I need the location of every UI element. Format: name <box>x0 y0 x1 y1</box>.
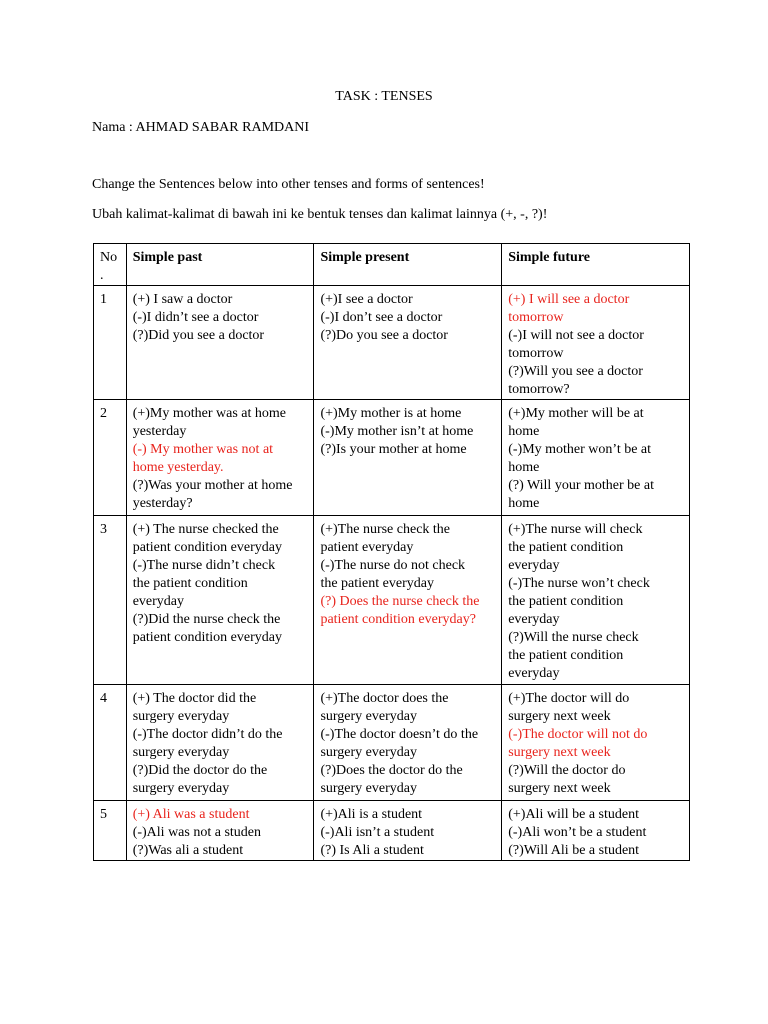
sentence-line: (?)Will you see a doctor <box>508 364 643 379</box>
tenses-table <box>93 243 690 861</box>
sentence-line: (+) I saw a doctor <box>132 292 233 307</box>
row-number: 3 <box>94 516 127 685</box>
sentence-line: (+)I see a doctor <box>320 292 413 307</box>
sentence-line: (+)Ali will be a student <box>508 807 639 822</box>
row-number: 1 <box>94 286 127 400</box>
cell-simple-future <box>502 685 690 801</box>
row-number: 5 <box>94 801 127 861</box>
cell-simple-future <box>502 400 690 516</box>
table-row <box>94 400 690 516</box>
sentence-line: the patient condition <box>508 648 624 663</box>
sentence-line: (?)Will the doctor do <box>508 763 626 778</box>
sentence-line: (?)Will the nurse check <box>508 630 639 645</box>
cell-simple-present <box>314 801 502 861</box>
sentence-line: surgery everyday <box>132 781 230 796</box>
cell-simple-present <box>314 286 502 400</box>
sentence-line: (-)I didn’t see a doctor <box>132 310 259 325</box>
sentence-line: everyday <box>508 612 560 627</box>
row-number: 4 <box>94 685 127 801</box>
cell-simple-future <box>502 286 690 400</box>
sentence-line: (-)Ali won’t be a student <box>508 825 647 840</box>
sentence-line: surgery everyday <box>320 709 417 724</box>
table-row <box>94 685 690 801</box>
sentence-line: (-)Ali was not a studen <box>132 825 261 840</box>
cell-simple-past <box>126 286 314 400</box>
sentence-line: surgery next week <box>508 709 611 724</box>
table-header-row <box>94 244 690 286</box>
sentence-line: everyday <box>508 666 560 681</box>
sentence-line: (?)Did the doctor do the <box>132 763 268 778</box>
sentence-line: the patient everyday <box>320 576 434 591</box>
sentence-line: surgery everyday <box>132 745 230 760</box>
student-name: Nama : AHMAD SABAR RAMDANI <box>92 120 310 135</box>
sentence-line: home yesterday. <box>132 460 224 475</box>
sentence-line: the patient condition <box>508 594 624 609</box>
sentence-line: home <box>508 496 540 511</box>
sentence-line: tomorrow? <box>508 382 570 397</box>
cell-simple-present <box>314 400 502 516</box>
cell-simple-past <box>126 801 314 861</box>
cell-simple-past <box>126 400 314 516</box>
sentence-line: (?)Do you see a doctor <box>320 328 448 343</box>
sentence-line: the patient condition <box>508 540 624 555</box>
sentence-line: (?)Did the nurse check the <box>132 612 281 627</box>
sentence-line: (?)Is your mother at home <box>320 442 467 457</box>
sentence-line: home <box>508 460 540 475</box>
sentence-line: (+)The nurse will check <box>508 522 643 537</box>
instruction-english: Change the Sentences below into other tenses and forms of sentences! <box>92 177 485 192</box>
sentence-line: (?) Is Ali a student <box>320 843 424 858</box>
instruction-indonesian: Ubah kalimat-kalimat di bawah ini ke bentuk tenses dan kalimat lainnya (+, -, ?)! <box>92 207 548 222</box>
cell-simple-past <box>126 516 314 685</box>
sentence-line: (-)I don’t see a doctor <box>320 310 443 325</box>
cell-simple-present <box>314 516 502 685</box>
sentence-line: (-) My mother was not at <box>132 442 274 457</box>
sentence-line: patient condition everyday? <box>320 612 476 627</box>
sentence-line: yesterday? <box>132 496 193 511</box>
sentence-line: (?)Will Ali be a student <box>508 843 640 858</box>
header-simple-present: Simple present <box>314 244 502 286</box>
sentence-line: (+)My mother is at home <box>320 406 462 421</box>
sentence-line: (-)The doctor will not do <box>508 727 648 742</box>
sentence-line: (-)The nurse didn’t check <box>132 558 276 573</box>
sentence-line: (-)I will not see a doctor <box>508 328 644 343</box>
sentence-line: (-)The doctor didn’t do the <box>132 727 283 742</box>
sentence-line: (?)Was your mother at home <box>132 478 293 493</box>
sentence-line: (+)My mother was at home <box>132 406 286 421</box>
sentence-line: (-)The doctor doesn’t do the <box>320 727 479 742</box>
sentence-line: (-)The nurse do not check <box>320 558 466 573</box>
sentence-line: (?)Does the doctor do the <box>320 763 463 778</box>
cell-simple-past <box>126 685 314 801</box>
header-simple-future: Simple future <box>502 244 690 286</box>
sentence-line: (+)The nurse check the <box>320 522 451 537</box>
sentence-line: (+)The doctor does the <box>320 691 449 706</box>
sentence-line: patient condition everyday <box>132 540 282 555</box>
sentence-line: tomorrow <box>508 346 564 361</box>
sentence-line: home <box>508 424 540 439</box>
header-no-dot: . <box>100 268 104 283</box>
sentence-line: the patient condition <box>132 576 248 591</box>
sentence-line: surgery everyday <box>320 781 417 796</box>
sentence-line: yesterday <box>132 424 187 439</box>
header-simple-past: Simple past <box>126 244 314 286</box>
table-row <box>94 801 690 861</box>
sentence-line: (+) The doctor did the <box>132 691 257 706</box>
sentence-line: (+)The doctor will do <box>508 691 630 706</box>
table-row <box>94 516 690 685</box>
header-no-label: No <box>100 250 118 265</box>
page-title: TASK : TENSES <box>335 89 433 104</box>
sentence-line: patient everyday <box>320 540 414 555</box>
sentence-line: surgery next week <box>508 781 611 796</box>
sentence-line: (+)Ali is a student <box>320 807 423 822</box>
sentence-line: (?) Does the nurse check the <box>320 594 480 609</box>
sentence-line: (+) Ali was a student <box>132 807 250 822</box>
sentence-line: (-)My mother won’t be at <box>508 442 652 457</box>
sentence-line: (+) I will see a doctor <box>508 292 630 307</box>
table-row <box>94 286 690 400</box>
cell-simple-future <box>502 801 690 861</box>
row-number: 2 <box>94 400 127 516</box>
table-body <box>94 286 690 861</box>
sentence-line: (+)My mother will be at <box>508 406 644 421</box>
sentence-line: (-)Ali isn’t a student <box>320 825 435 840</box>
sentence-line: surgery everyday <box>320 745 417 760</box>
sentence-line: everyday <box>132 594 184 609</box>
sentence-line: patient condition everyday <box>132 630 282 645</box>
sentence-line: surgery next week <box>508 745 611 760</box>
cell-simple-future <box>502 516 690 685</box>
sentence-line: (+) The nurse checked the <box>132 522 279 537</box>
sentence-line: (?)Did you see a doctor <box>132 328 265 343</box>
header-no <box>94 244 127 286</box>
sentence-line: (-)The nurse won’t check <box>508 576 650 591</box>
sentence-line: (?) Will your mother be at <box>508 478 654 493</box>
cell-simple-present <box>314 685 502 801</box>
sentence-line: tomorrow <box>508 310 564 325</box>
sentence-line: (-)My mother isn’t at home <box>320 424 474 439</box>
sentence-line: (?)Was ali a student <box>132 843 244 858</box>
sentence-line: surgery everyday <box>132 709 230 724</box>
sentence-line: everyday <box>508 558 560 573</box>
